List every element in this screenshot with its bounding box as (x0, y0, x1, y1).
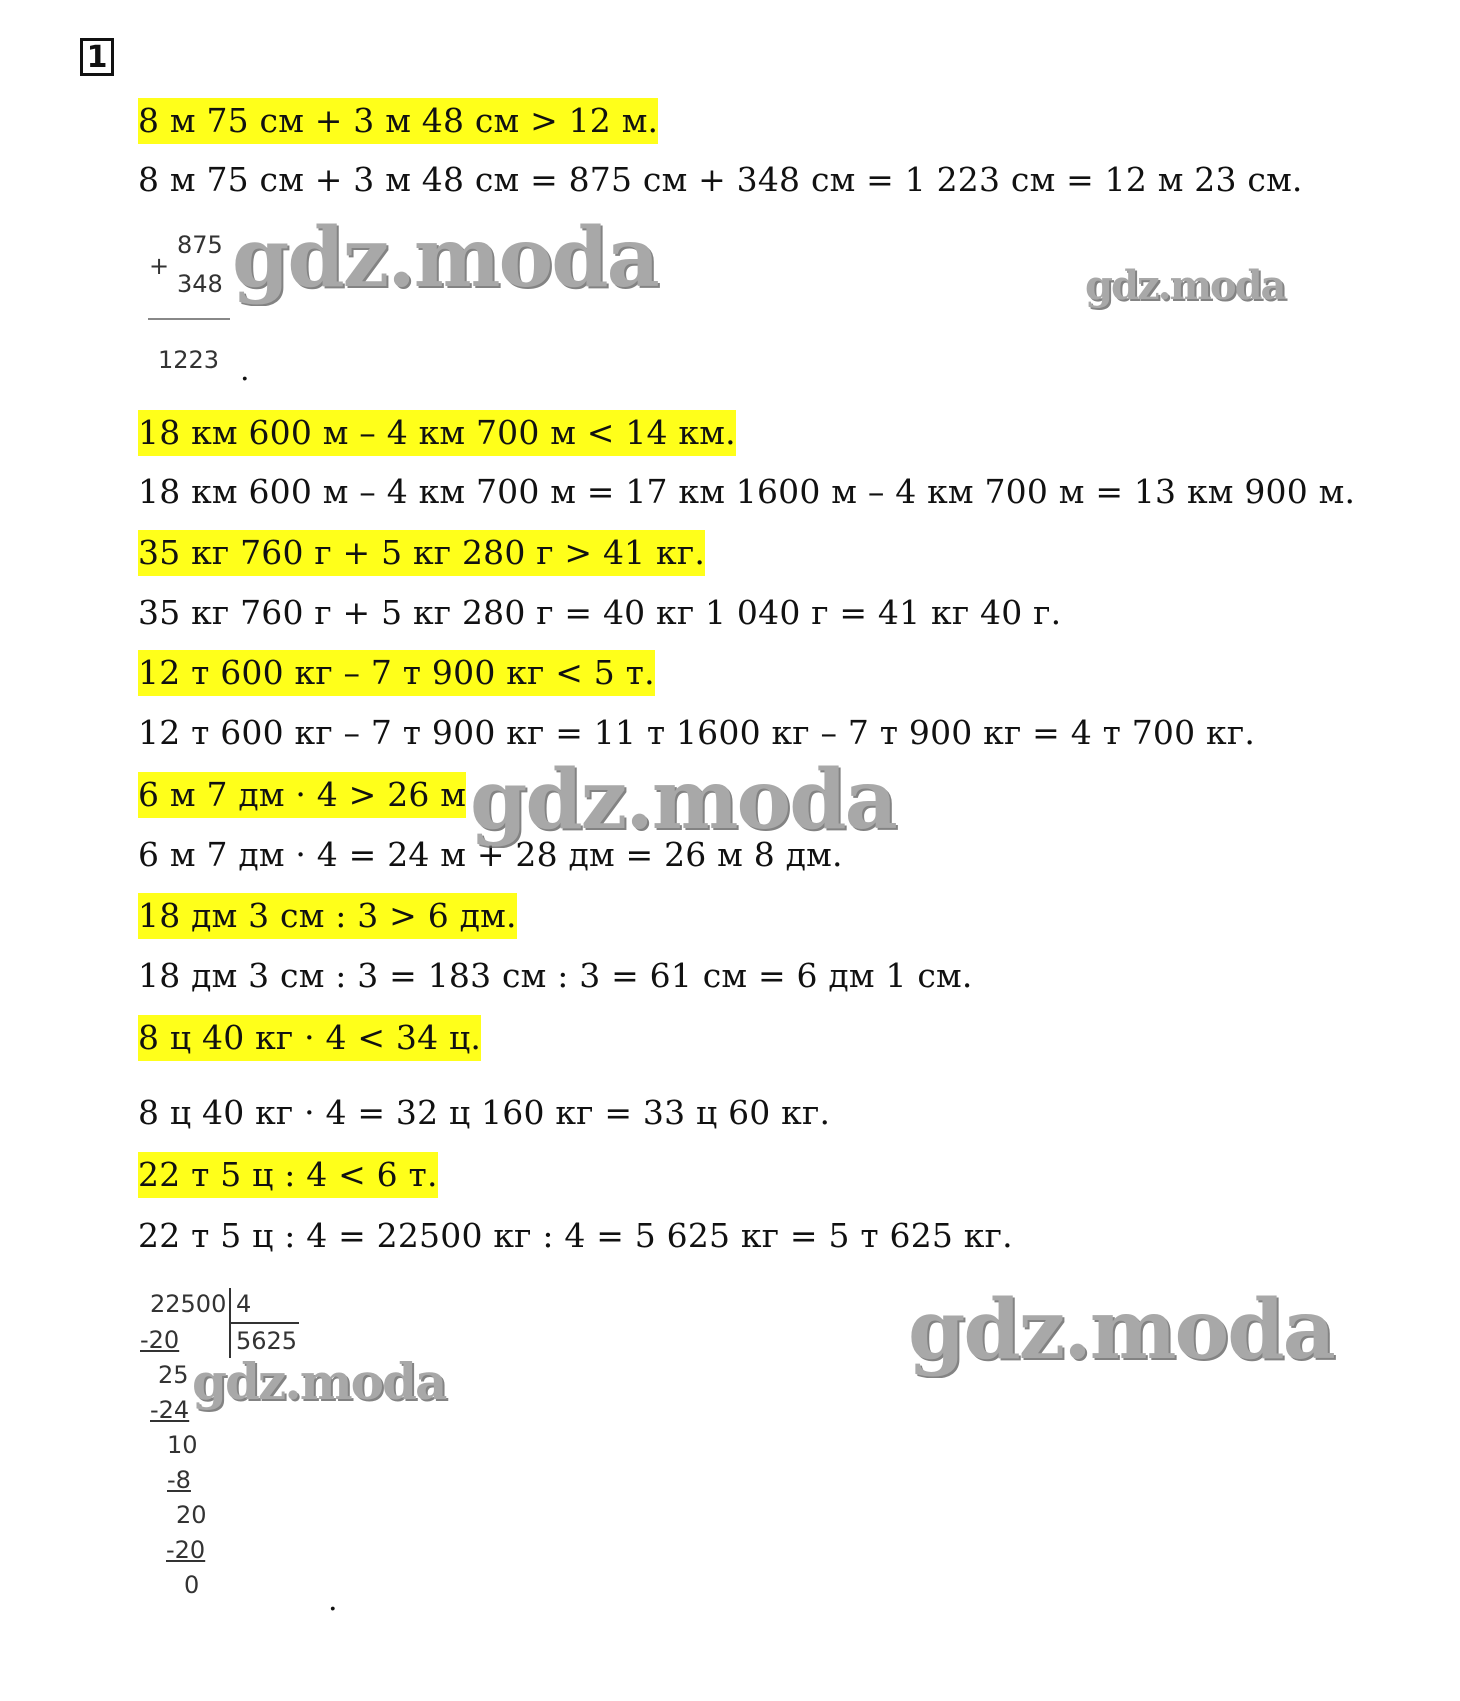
quotient: 5625 (236, 1327, 298, 1355)
addend-bottom: 348 (177, 270, 223, 298)
sum-line (148, 318, 230, 320)
watermark: gdz.moda (192, 1352, 446, 1411)
comparison-1: 8 м 75 см + 3 м 48 см > 12 м. (138, 98, 658, 144)
comparison-7: 8 ц 40 кг · 4 < 34 ц. (138, 1015, 481, 1061)
watermark: gdz.moda (908, 1282, 1334, 1378)
solution-3: 35 кг 760 г + 5 кг 280 г = 40 кг 1 040 г = 41 кг 40 г. (138, 593, 1062, 632)
solution-4: 12 т 600 кг – 7 т 900 кг = 11 т 1600 кг – 7 т 900 кг = 4 т 700 кг. (138, 713, 1256, 752)
solution-1: 8 м 75 см + 3 м 48 см = 875 см + 348 см = 1 223 см = 12 м 23 см. (138, 160, 1303, 199)
comparison-2: 18 км 600 м – 4 км 700 м < 14 км. (138, 410, 736, 456)
solution-2: 18 км 600 м – 4 км 700 м = 17 км 1600 м – 4 км 700 м = 13 км 900 м. (138, 472, 1356, 511)
solution-8: 22 т 5 ц : 4 = 22500 кг : 4 = 5 625 кг = 5 т 625 кг. (138, 1216, 1013, 1255)
division-step: 10 (167, 1431, 198, 1459)
division-horizontal-line (229, 1322, 299, 1324)
division-step: -20 (140, 1326, 180, 1354)
comparison-4: 12 т 600 кг – 7 т 900 кг < 5 т. (138, 650, 655, 696)
sum-result: 1223 (158, 346, 220, 374)
sum-dot: . (240, 353, 250, 388)
division-step: 25 (158, 1361, 189, 1389)
comparison-8: 22 т 5 ц : 4 < 6 т. (138, 1152, 438, 1198)
task-number: 1 (80, 38, 114, 76)
dividend: 22500 (150, 1290, 227, 1318)
divisor: 4 (236, 1290, 252, 1318)
comparison-5: 6 м 7 дм · 4 > 26 м (138, 772, 466, 818)
comparison-6: 18 дм 3 см : 3 > 6 дм. (138, 893, 517, 939)
solution-7: 8 ц 40 кг · 4 = 32 ц 160 кг = 33 ц 60 кг. (138, 1093, 831, 1132)
addend-top: 875 (177, 231, 223, 259)
division-step: -20 (166, 1536, 206, 1564)
division-step: -8 (167, 1466, 191, 1494)
comparison-3: 35 кг 760 г + 5 кг 280 г > 41 кг. (138, 530, 705, 576)
solution-5: 6 м 7 дм · 4 = 24 м + 28 дм = 26 м 8 дм. (138, 835, 843, 874)
division-step: -24 (150, 1396, 190, 1424)
watermark: gdz.moda (470, 752, 896, 848)
division-step: 20 (176, 1501, 207, 1529)
watermark: gdz.moda (232, 210, 658, 306)
watermark: gdz.moda (1085, 262, 1285, 309)
plus-sign: + (149, 252, 170, 280)
division-dot: . (328, 1583, 338, 1618)
division-step: 0 (184, 1571, 200, 1599)
solution-6: 18 дм 3 см : 3 = 183 см : 3 = 61 см = 6 дм 1 см. (138, 956, 973, 995)
